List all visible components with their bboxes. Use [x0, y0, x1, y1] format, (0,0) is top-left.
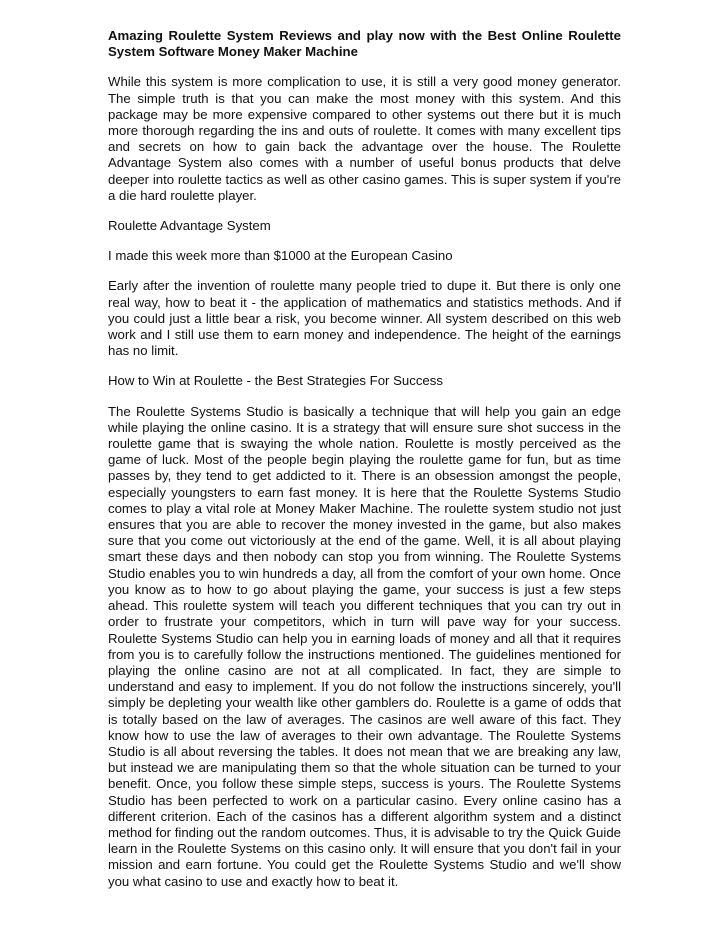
section-heading-european-casino: I made this week more than $1000 at the European Casino: [108, 248, 453, 264]
studio-paragraph: The Roulette Systems Studio is basically a technique that will help you gain an edge while playing the online casino. It is a strategy that will ensure sure shot success in the roulette game that is swaying the whole nation. Roulette is mostly perceived as the game of luck. Most of the people begin playing the roulette game for fun, but as time passes by, they tend to get addicted to it. There is an obsession amongst the people, especially youngsters to earn fast money. It is here that the Roulette Systems Studio comes to play a vital role at Money Maker Machine. The roulette system studio not just ensures that you are able to recover the money invested in the game, but also makes sure that you come out victoriously at the end of the game. Well, it is all about playing smart these days and then nobody can stop you from winning. The Roulette Systems Studio enables you to win hundreds a day, all from the comfort of your own home. Once you know as to how to go about playing the game, your success is just a few steps ahead. This roulette system will teach you different techniques that you can try out in order to frustrate your competitors, which in turn will pave way for your success. Roulette Systems Studio can help you in earning loads of money and all that it requires from you is to carefully follow the instructions mentioned. The guidelines mentioned for playing the online casino are not at all complicated. In fact, they are simple to understand and easy to implement. If you do not follow the instructions sincerely, you'll simply be depleting your wealth like other gamblers do. Roulette is a game of odds that is totally based on the law of averages. The casinos are well aware of this fact. They know how to use the law of averages to their own advantage. The Roulette Systems Studio is all about reversing the tables. It does not mean that we are breaking any law, but instead we are manipulating them so that the whole situation can be turned to your benefit. Once, you follow these simple steps, success is yours. The Roulette Systems Studio has been perfected to work on a particular casino. Every online casino has a different criterion. Each of the casinos has a different algorithm system and a distinct method for finding out the random outcomes. Thus, it is advisable to try the Quick Guide learn in the Roulette Systems on this casino only. It will ensure that you don't fail in your mission and earn fortune. You could get the Roulette Systems Studio and we'll show you what casino to use and exactly how to beat it.: [108, 403, 621, 889]
history-paragraph: Early after the invention of roulette many people tried to dupe it. But there is only one real way, how to beat it - the application of mathematics and statistics methods. And if you could just a little bear a risk, you become winner. All system described on this web work and I still use them to earn money and independence. The height of the earnings has no limit.: [108, 278, 621, 359]
section-heading-how-to-win: How to Win at Roulette - the Best Strategies For Success: [108, 373, 443, 389]
section-heading-advantage-system: Roulette Advantage System: [108, 218, 271, 234]
intro-paragraph: While this system is more complication to use, it is still a very good money generator. The simple truth is that you can make the most money with this system. And this package may be more expensive compared to other systems out there but it is much more thorough regarding the ins and outs of roulette. It comes with many excellent tips and secrets on how to gain back the advantage over the house. The Roulette Advantage System also comes with a number of useful bonus products that delve deeper into roulette tactics as well as other casino games. This is super system if you're a die hard roulette player.: [108, 74, 621, 203]
document-page: [108, 28, 621, 904]
document-title: Amazing Roulette System Reviews and play now with the Best Online Roulette System Software Money Maker Machine: [108, 28, 621, 60]
